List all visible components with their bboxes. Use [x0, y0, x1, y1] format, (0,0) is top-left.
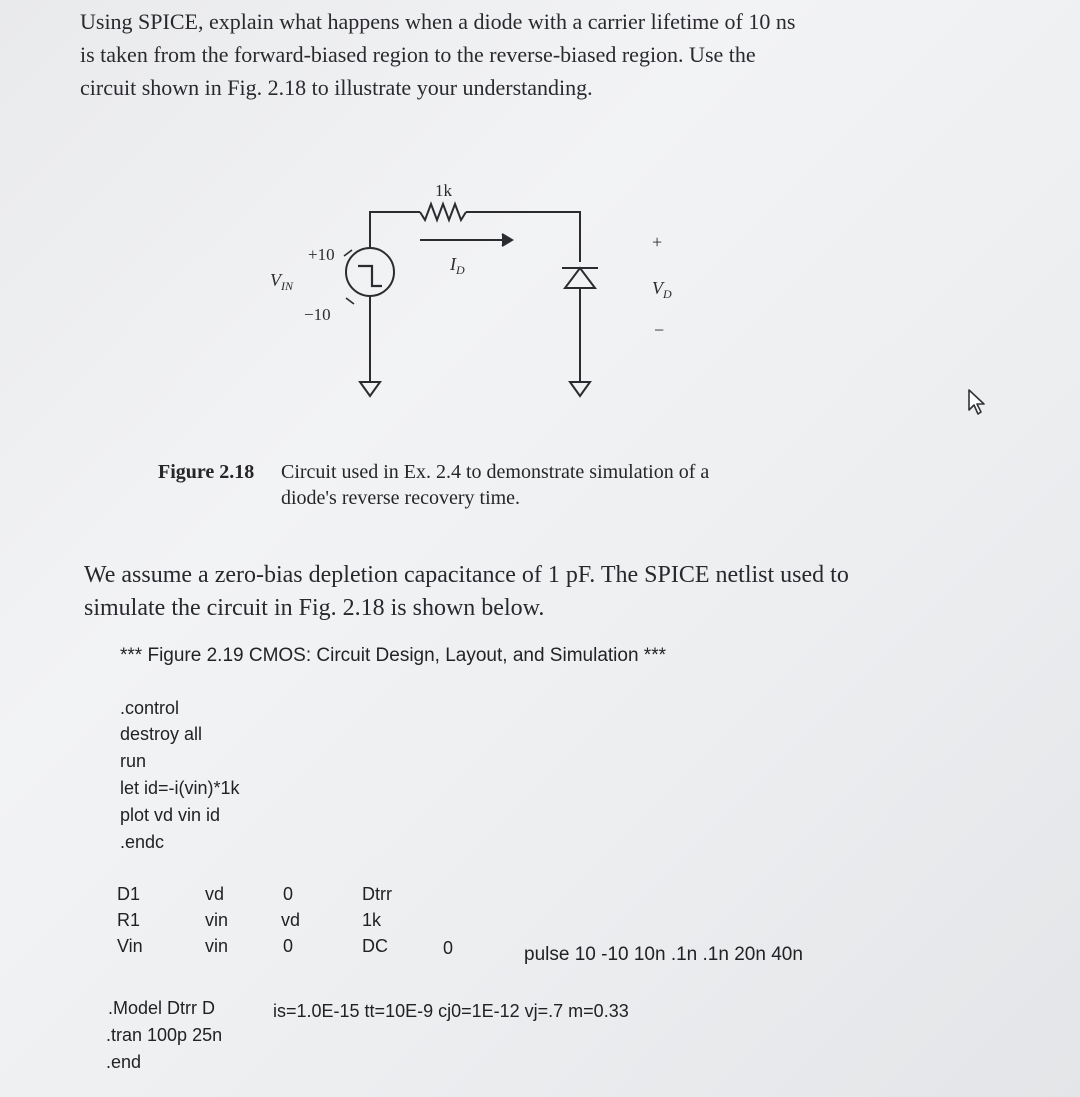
- resistor-label: 1k: [435, 181, 452, 200]
- question-line-3: circuit shown in Fig. 2.18 to illustrate your understanding.: [80, 75, 593, 100]
- control-line: let id=-i(vin)*1k: [120, 778, 240, 798]
- question-line-1: Using SPICE, explain what happens when a diode with a carrier lifetime of 10 ns: [80, 9, 796, 34]
- model-params: is=1.0E-15 tt=10E-9 cj0=1E-12 vj=.7 m=0.33: [273, 1001, 629, 1021]
- resistor: [420, 204, 466, 220]
- circuit-diagram: [240, 170, 700, 420]
- tran-line: .tran 100p 25n: [106, 1025, 223, 1045]
- control-line: .endc: [120, 832, 165, 852]
- control-line: plot vd vin id: [120, 805, 221, 825]
- model-prefix: .Model Dtrr D: [108, 998, 216, 1018]
- element-node1: vd: [205, 884, 225, 904]
- element-value: DC: [362, 936, 388, 956]
- question-line-2: is taken from the forward-biased region to the reverse-biased region. Use the: [80, 42, 756, 67]
- vd-minus: −: [654, 320, 665, 340]
- control-line: run: [120, 751, 147, 771]
- ground-right: [570, 382, 590, 396]
- mouse-pointer-icon: [966, 388, 988, 416]
- diode: [562, 268, 598, 288]
- control-line: destroy all: [120, 724, 203, 744]
- element-name: Vin: [117, 936, 143, 956]
- element-node2: 0: [283, 884, 294, 904]
- element-node1: vin: [205, 936, 229, 956]
- element-dc-value: 0: [443, 938, 454, 958]
- netlist-header: *** Figure 2.19 CMOS: Circuit Design, Layout, and Simulation ***: [120, 645, 666, 666]
- element-value: Dtrr: [362, 884, 392, 904]
- current-label: $I_D$: [450, 254, 465, 277]
- end-line: .end: [106, 1052, 142, 1072]
- element-value: 1k: [362, 910, 382, 930]
- source-low-label: −10: [304, 305, 331, 324]
- source-high-label: +10: [308, 245, 335, 264]
- element-name: R1: [117, 910, 141, 930]
- element-node2: vd: [281, 910, 301, 930]
- element-node2: 0: [283, 936, 294, 956]
- source-name: $V_{IN}$: [270, 270, 293, 293]
- current-arrowhead: [502, 234, 512, 246]
- voltage-source: [346, 248, 394, 296]
- pulse-symbol: [358, 266, 382, 286]
- figure-caption-line-1: Circuit used in Ex. 2.4 to demonstrate simulation of a: [281, 461, 710, 483]
- element-name: D1: [117, 884, 141, 904]
- vd-plus: +: [652, 232, 663, 252]
- paragraph-line-2: simulate the circuit in Fig. 2.18 is shown below.: [84, 595, 545, 621]
- control-line: .control: [120, 698, 180, 718]
- element-pulse-spec: pulse 10 -10 10n .1n .1n 20n 40n: [524, 944, 803, 965]
- wire-top-right: [466, 212, 580, 262]
- figure-caption-line-2: diode's reverse recovery time.: [281, 487, 521, 509]
- figure-caption-label: Figure 2.18: [158, 461, 255, 483]
- paragraph-line-1: We assume a zero-bias depletion capacitance of 1 pF. The SPICE netlist used to: [84, 562, 849, 588]
- vd-label: $V_D$: [652, 278, 672, 301]
- ground-left: [360, 382, 380, 396]
- wire-top-left: [370, 212, 420, 248]
- element-node1: vin: [205, 910, 229, 930]
